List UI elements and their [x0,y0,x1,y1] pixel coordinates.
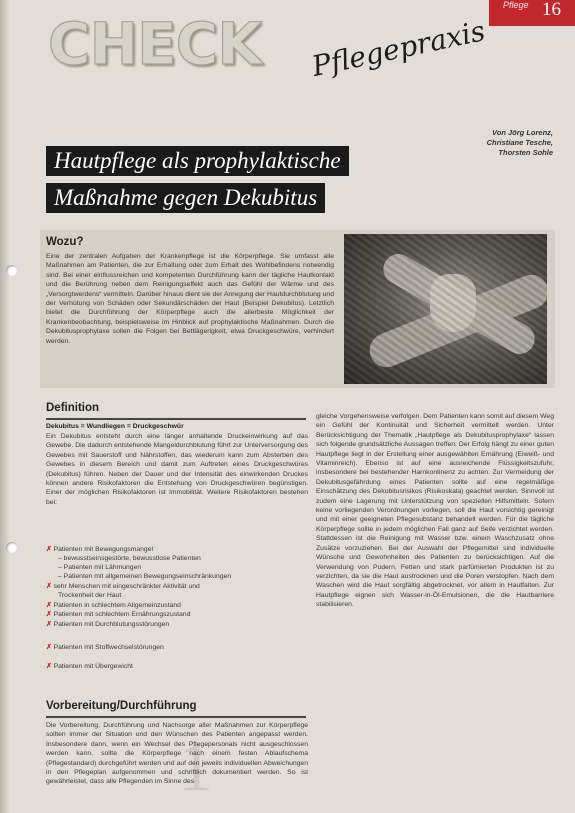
article-title-line-1: Hautpflege als prophylaktische [46,146,349,176]
definition-heading: Definition [46,402,100,414]
author-line: Christiane Tesche, [486,138,553,147]
vorbereitung-rule [46,716,306,718]
authors-block [393,128,553,158]
definition-rule [46,418,306,420]
risk-list-subitem: – Patienten mit Lähmungen [58,564,142,571]
risk-list-subitem: – Patienten mit allgemeinen Bewegungseinschränkungen [58,573,232,580]
risk-list-item: ✗ Patienten mit schlechtem Ernährungszustand [46,611,191,618]
author-line: Von Jörg Lorenz, [492,128,553,137]
risk-list-item: ✗ Patienten mit Bewegungsmangel [46,546,153,553]
vorbereitung-heading: Vorbereitung/Durchführung [46,700,197,712]
author-line: Thorsten Sohle [498,148,553,157]
pflegepraxis-script-title: Pflegepraxis [309,14,488,83]
page-number-tab [489,0,575,26]
wozu-text: Eine der zentralen Aufgaben der Krankenpflege ist die Körperpflege. Sie umfasst alle Maßnahmen am Patienten, die zur Erhaltung oder zum Erhalt des Wohlbefindens notwendig sind. Bei einer einflussreichen und kompetenten Durchführung kann der tägliche Hautkontakt und die Berührung neben dem Reinigungseffekt auch das Gefühl der Wärme und des „Versorgtwerdens“ vermitteln. Darüber hinaus dient sie der Anregung der Hautdurchblutung und der Verhütung von Schäden oder Sekundärschäden der Haut (Beispiel Dekubitus). Letztlich bietet die Durchführung der Körperpflege auch die allerbeste Möglichkeit der Krankenbeobachtung, beispielsweise im Hinblick auf prophylaktische Maßnahmen. Durch die Dekubitusprophylaxe sollen die Folgen bei Bettlägerigkeit, etwa Druckgeschwüre, verhindert werden. [46,253,334,345]
page-tab-label: Pflege [503,0,529,10]
risk-list-subitem: Trockenheit der Haut [58,592,122,599]
risk-list-item: ✗ Patienten in schlechtem Allgemeinzustand [46,602,181,609]
check-logo: CHECK [48,10,262,78]
risk-list-item: ✗ sehr Menschen mit eingeschränkter Aktivität und [46,583,200,590]
wozu-heading: Wozu? [46,236,84,248]
definition-lead: Dekubitus = Wundliegen = Druckgeschwür [46,423,184,430]
section-number-watermark: 1 [178,729,213,806]
right-column-text: gleiche Vorgehensweise verfolgen. Dem Patienten kann somit auf diesem Weg ein Gefühl der Kontinuität und Sicherheit vermittelt werden. Unter Berücksichtigung der Thematik „Hautpflege als Dekubitusprophylaxe“ lassen sich folgende grundsätzliche Aussagen treffen: Der Erfolg hängt zu einer guten Hautpflege liegt in der Erstellung einer ausgewählten Ernährung (Eiweiß- und Vitaminreich). Ebenso ist auf eine ausreichende Flüssigkeitszufuhr, insbesondere bei bestehender Harnkontinenz zu achten. Zur Vermeidung der Dekubitusgefährdung eines Patienten sollte auf eine regelmäßige Einschätzung des Dekubitusrisikos (Risikoskala) geachtet werden. Sinnvoll ist zudem eine Lagerung mit Unterstützung von speziellen Hilfsmitteln. Sofern keine vorliegenden Verordnungen vorliegen, soll die Haut vorsichtig gereinigt und mit einer geeigneten Pflegesubstanz behandelt werden. Für die tägliche Körperpflege sollte in jedem möglichen Fall ganz auf Seife verzichtet werden. Stattdessen ist die Reinigung mit Wasser bzw. einem Waschzusatz ohne Zusätze vorzuziehen. Bei der Auswahl der Pflegemittel sind individuelle Wünsche und Gewohnheiten des Patienten zu berücksichtigen. Auf die Verwendung von Pudern, Fetten und stark parfümierten Produkten ist zu verzichten, da sie die Haut austrocknen und die Poren verstopfen. Nach dem Waschen wird die Haut sorgfältig abgetrocknet, vor allem in Hautfalten. Zur Hautpflege eignen sich Wasser-in-Öl-Emulsionen, die die Hautbarriere stabilisieren. [316,413,554,609]
page-number: 16 [542,0,561,20]
article-title-line-2: Maßnahme gegen Dekubitus [46,183,325,213]
definition-text: Ein Dekubitus entsteht durch eine länger anhaltende Druckeinwirkung auf das Gewebe. Die dadurch entstehende Mangeldurchblutung führt zur Unterversorgung des Gewebes mit Sauerstoff und Nährstoffen, das wiederum kann zum Absterben des Gewebes in diesem Bereich und damit zum Auftreten eines Druckgeschwüres (Dekubitus) führen. Neben der Dauer und der Intensität des einwirkenden Druckes können andere Risikofaktoren die Entstehung von Druckgeschwüren begünstigen. Einer der möglichen Risikofaktoren ist Immobilität. Weitere Risikofaktoren bestehen bei: [46,433,308,506]
punch-hole-bottom [6,542,17,553]
page-edge-shadow [0,0,10,813]
risk-list-item: ✗ Patienten mit Durchblutungsstörungen [46,621,170,628]
vorbereitung-text: Die Vorbereitung, Durchführung und Nachsorge aller Maßnahmen zur Körperpflege sollten immer der Situation und den Wünschen des Patienten angepasst werden. Insbesondere dann, wenn ein Wechsel des Pflegepersonals nicht ausgeschlossen werden kann, sollte die Körperpflege nach einem festen Ablaufschema (Pflegestandard) durchgeführt werden und auf den jeweils individuellen Abweichungen in den Pflegeplan aufgenommen und schriftlich dokumentiert werden. So ist gewährleistet, dass alle Pflegenden im Sinne des [46,722,308,786]
risk-list-subitem: – bewusstseinsgestörte, bewusstlose Patienten [58,555,201,562]
risk-list-item: ✗ Patienten mit Stoffwechselstörungen [46,644,164,651]
risk-list-item: ✗ Patienten mit Übergewicht [46,663,133,670]
punch-hole-top [6,265,17,276]
skin-care-photo [344,234,547,384]
